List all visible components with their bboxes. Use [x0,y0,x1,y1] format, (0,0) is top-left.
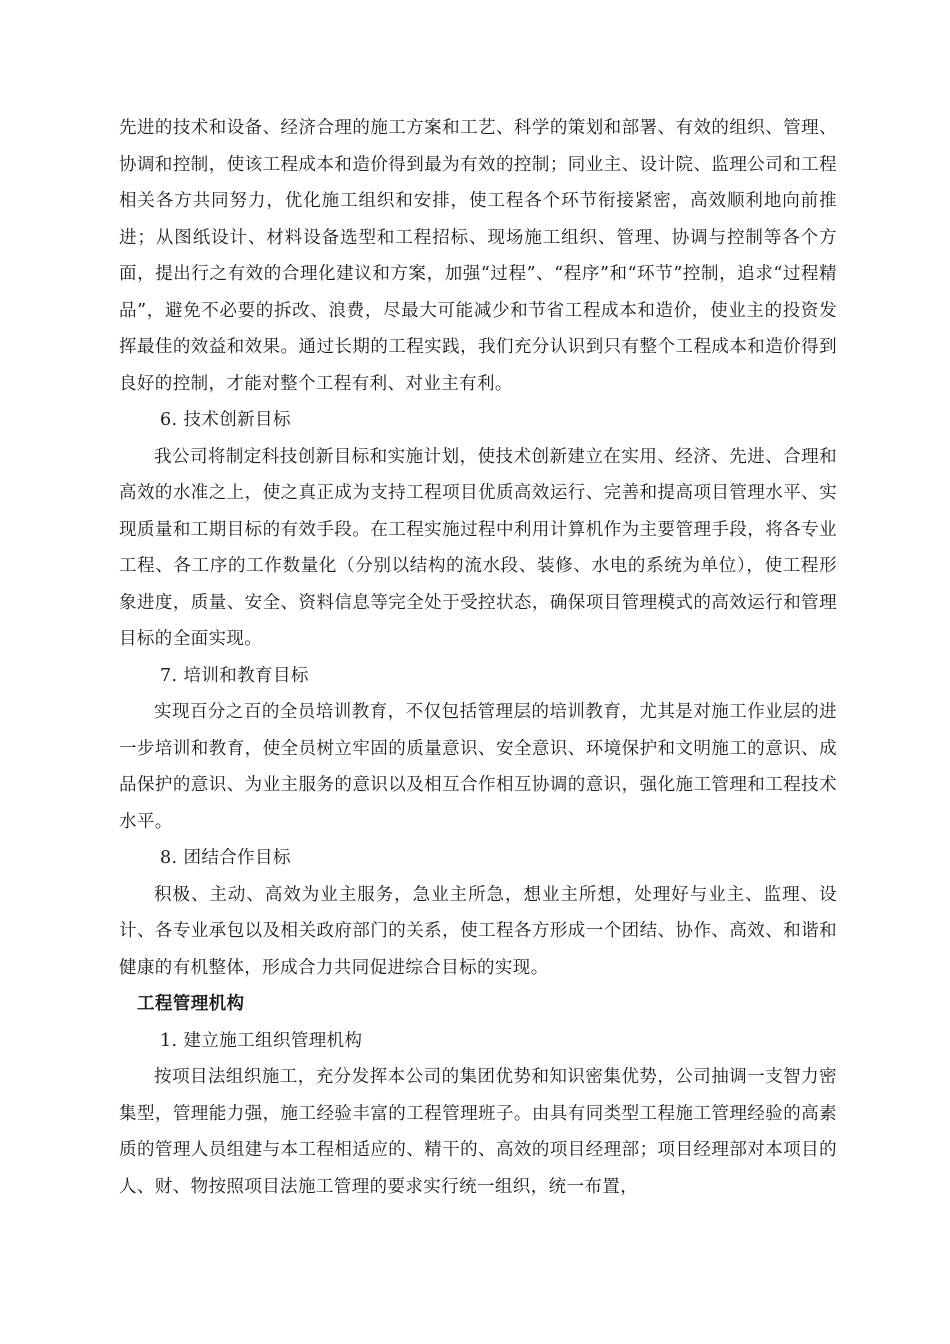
paragraph-training: 实现百分之百的全员培训教育，不仅包括管理层的培训教育，尤其是对施工作业层的进一步培训和教育，使全员树立牢固的质量意识、安全意识、环境保护和文明施工的意识、成品保护的意识、为业主服务的意识以及相互合作相互协调的意识，强化施工管理和工程技术水平。 [119,702,837,832]
paragraph-cost-control: 先进的技术和设备、经济合理的施工方案和工艺、科学的策划和部署、有效的组织、管理、协调和控制，使该工程成本和造价得到最为有效的控制；同业主、设计院、监理公司和工程相关各方共同努力，优化施工组织和安排，使工程各个环节衔接紧密，高效顺利地向前推进；从图纸设计、材料设备选型和工程招标、现场施工组织、管理、协调与控制等各个方面，提出行之有效的合理化建议和方案，加强“过程”、“程序”和“环节”控制，追求“过程精品”，避免不必要的拆改、浪费，尽最大可能减少和节省工程成本和造价，使业主的投资发挥最佳的效益和效果。通过长期的工程实践，我们充分认识到只有整个工程成本和造价得到良好的控制，才能对整个工程有利、对业主有利。 [119,118,837,394]
heading-tech-innovation: 6. 技术创新目标 [160,410,291,430]
heading-cooperation: 8. 团结合作目标 [160,848,291,868]
heading-training: 7. 培训和教育目标 [160,665,309,686]
heading-org-structure: 1. 建立施工组织管理机构 [160,1030,363,1051]
document-page [119,110,837,1205]
paragraph-tech-innovation: 我公司将制定科技创新目标和实施计划，使技术创新建立在实用、经济、先进、合理和高效的水准之上，使之真正成为支持工程项目优质高效运行、完善和提高项目管理水平、实现质量和工期目标的有效手段。在工程实施过程中利用计算机作为主要管理手段，将各专业工程、各工序的工作数量化（分别以结构的流水段、装修、水电的系统为单位），使工程形象进度，质量、安全、资料信息等完全处于受控状态，确保项目管理模式的高效运行和管理目标的全面实现。 [119,446,837,649]
paragraph-cooperation: 积极、主动、高效为业主服务，急业主所急，想业主所想，处理好与业主、监理、设计、各专业承包以及相关政府部门的关系，使工程各方形成一个团结、协作、高效、和谐和健康的有机整体，形成合力共同促进综合目标的实现。 [119,884,837,978]
section-title-management: 工程管理机构 [137,994,245,1014]
paragraph-org-structure: 按项目法组织施工，充分发挥本公司的集团优势和知识密集优势，公司抽调一支智力密集型，管理能力强，施工经验丰富的工程管理班子。由具有同类型工程施工管理经验的高素质的管理人员组建与本工程相适应的、精干的、高效的项目经理部；项目经理部对本项目的人、财、物按照项目法施工管理的要求实行统一组织，统一布置， [119,1067,837,1197]
